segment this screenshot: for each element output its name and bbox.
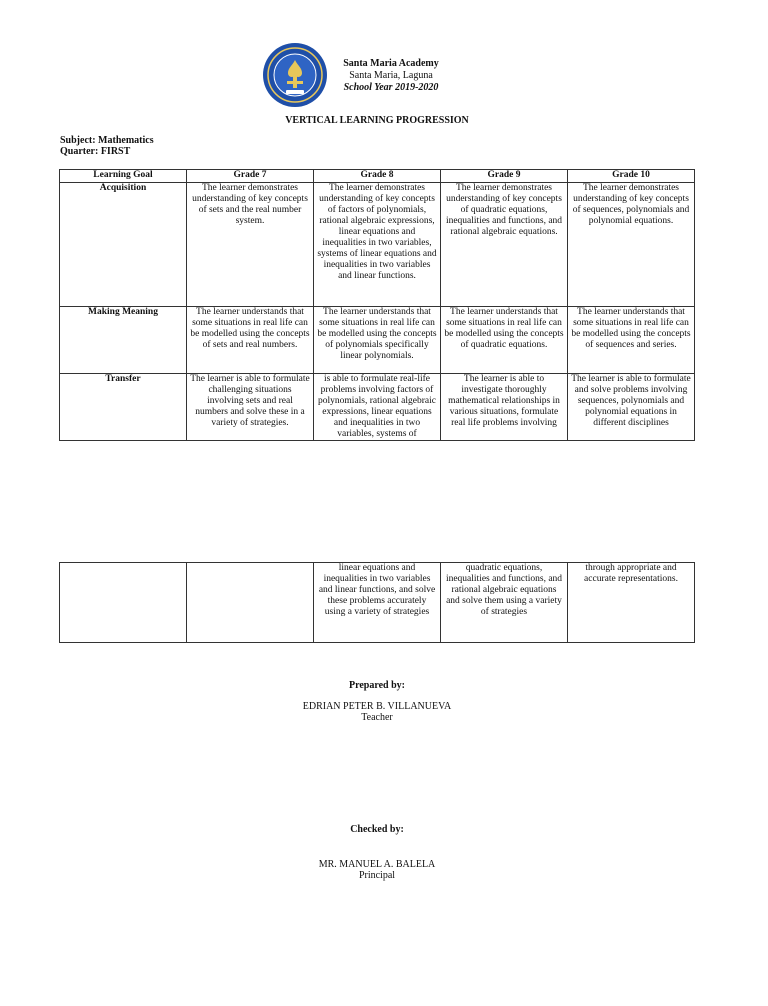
table-cell: The learner is able to formulate challenging situations involving sets and real numbers and solve these in a variety of strategies. bbox=[187, 374, 314, 441]
table-row bbox=[60, 307, 695, 374]
table-cell: The learner demonstrates understanding of key concepts of quadratic equations, inequalities and functions, and rational algebraic equations. bbox=[441, 183, 568, 307]
subject-block bbox=[60, 135, 154, 157]
table-cell bbox=[60, 563, 187, 643]
school-seal-icon bbox=[262, 42, 328, 108]
row-label-making-meaning: Making Meaning bbox=[60, 307, 187, 374]
table-cell: The learner understands that some situations in real life can be modelled using the concepts of quadratic equations. bbox=[441, 307, 568, 374]
table-cell: The learner is able to formulate and solve problems involving sequences, polynomials and polynomial equations in different disciplines bbox=[568, 374, 695, 441]
header-grade-9: Grade 9 bbox=[441, 170, 568, 183]
row-label-acquisition: Acquisition bbox=[60, 183, 187, 307]
document-title: VERTICAL LEARNING PROGRESSION bbox=[285, 115, 469, 126]
table-cell: quadratic equations, inequalities and functions, and rational algebraic equations and solve them using a variety of strategies bbox=[441, 563, 568, 643]
table-cell bbox=[187, 563, 314, 643]
table-cell: The learner understands that some situations in real life can be modelled using the concepts of sets and real numbers. bbox=[187, 307, 314, 374]
table-cell: The learner demonstrates understanding of key concepts of sequences, polynomials and polynomial equations. bbox=[568, 183, 695, 307]
table-cell: The learner demonstrates understanding of key concepts of factors of polynomials, rational algebraic expressions, linear equations and inequalities in two variables, systems of linear equations and inequalities in two variables and linear functions. bbox=[314, 183, 441, 307]
table-row bbox=[60, 183, 695, 307]
table-row bbox=[60, 563, 695, 643]
prepared-by-name: EDRIAN PETER B. VILLANUEVA bbox=[302, 701, 452, 712]
table-cell: The learner demonstrates understanding of key concepts of sets and the real number system. bbox=[187, 183, 314, 307]
table-header-row bbox=[60, 170, 695, 183]
school-location: Santa Maria, Laguna bbox=[349, 70, 433, 81]
table-cell: through appropriate and accurate representations. bbox=[568, 563, 695, 643]
header-learning-goal: Learning Goal bbox=[60, 170, 187, 183]
prepared-by-heading: Prepared by: bbox=[348, 680, 405, 691]
checked-by-heading: Checked by: bbox=[350, 824, 404, 835]
prepared-by-role: Teacher bbox=[361, 712, 393, 723]
prepared-by-block bbox=[0, 680, 754, 723]
row-label-transfer: Transfer bbox=[60, 374, 187, 441]
subject-label: Subject: Mathematics bbox=[60, 135, 154, 146]
school-info bbox=[331, 58, 451, 94]
checked-by-block bbox=[0, 824, 754, 881]
school-name: Santa Maria Academy bbox=[343, 58, 439, 69]
table-cell: is able to formulate real-life problems involving factors of polynomials, rational algebraic expressions, linear equations and inequalities in two variables, systems of bbox=[314, 374, 441, 441]
header-grade-8: Grade 8 bbox=[314, 170, 441, 183]
quarter-label: Quarter: FIRST bbox=[60, 146, 131, 157]
header-grade-10: Grade 10 bbox=[568, 170, 695, 183]
table-cell: The learner understands that some situations in real life can be modelled using the concepts of polynomials specifically linear polynomials. bbox=[314, 307, 441, 374]
header-grade-7: Grade 7 bbox=[187, 170, 314, 183]
table-row bbox=[60, 374, 695, 441]
school-year: School Year 2019-2020 bbox=[343, 82, 439, 93]
table-cell: The learner is able to investigate thoroughly mathematical relationships in various situations, formulate real life problems involving bbox=[441, 374, 568, 441]
progression-table bbox=[59, 169, 695, 441]
progression-table-continuation bbox=[59, 562, 695, 643]
checked-by-name: MR. MANUEL A. BALELA bbox=[318, 859, 436, 870]
checked-by-role: Principal bbox=[358, 870, 396, 881]
document-header bbox=[0, 40, 768, 110]
table-cell: linear equations and inequalities in two variables and linear functions, and solve these problems accurately using a variety of strategies bbox=[314, 563, 441, 643]
table-cell: The learner understands that some situations in real life can be modelled using the concepts of sequences and series. bbox=[568, 307, 695, 374]
